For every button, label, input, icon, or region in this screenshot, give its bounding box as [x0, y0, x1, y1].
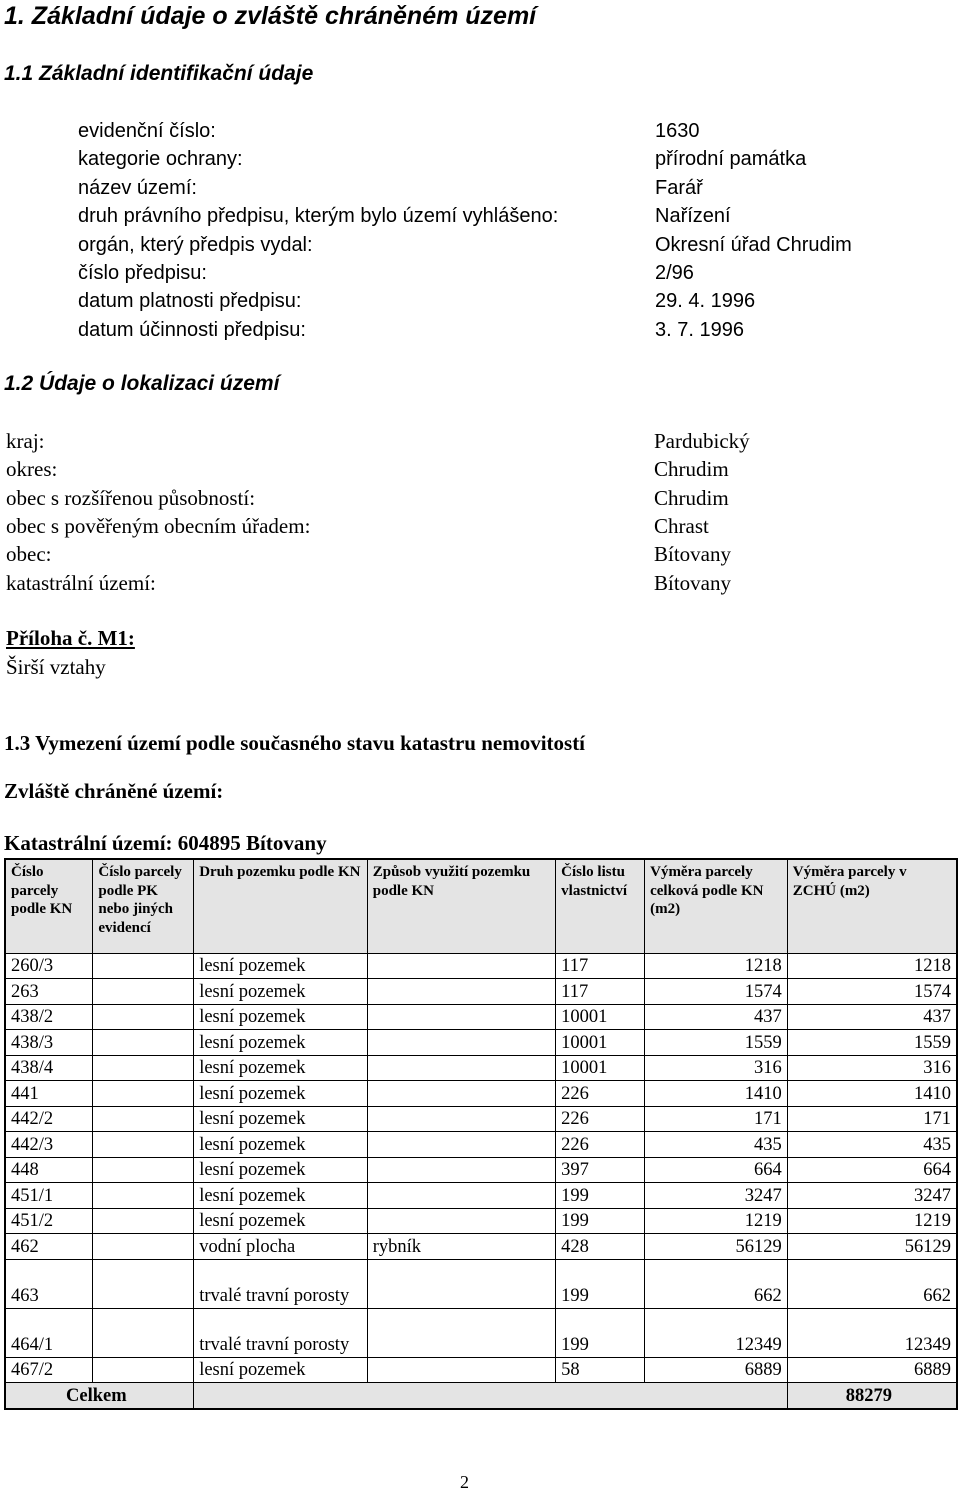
cell-lv: 199: [556, 1208, 645, 1234]
cell-vyuziti: [367, 979, 555, 1005]
id-row-label: evidenční číslo:: [78, 120, 216, 142]
cell-kn: 467/2: [5, 1357, 93, 1383]
cell-vyuziti: [367, 1259, 555, 1308]
cell-pk: [93, 1259, 194, 1308]
cell-vyuziti: rybník: [367, 1234, 555, 1260]
id-row-value: 1630: [655, 120, 700, 142]
location-row: [6, 514, 906, 542]
cell-vyuziti: [367, 1106, 555, 1132]
table-row: [5, 953, 957, 979]
cell-zchu: 435: [787, 1132, 957, 1158]
cell-lv: 10001: [556, 1004, 645, 1030]
cadastre-title: Katastrální území: 604895 Bítovany: [4, 831, 327, 855]
id-row-label: datum účinnosti předpisu:: [78, 318, 306, 341]
id-row-value: Farář: [655, 176, 703, 199]
cell-lv: 199: [556, 1308, 645, 1357]
cell-celkova: 12349: [645, 1308, 788, 1357]
table-row: [5, 1132, 957, 1158]
cell-kn: 451/1: [5, 1183, 93, 1209]
id-row: [78, 319, 938, 347]
section-1-1-title: 1.1 Základní identifikační údaje: [4, 62, 314, 85]
location-row-value: Bítovany: [654, 570, 731, 595]
cell-kn: 263: [5, 979, 93, 1005]
cell-vyuziti: [367, 1208, 555, 1234]
id-row-value: přírodní památka: [655, 148, 807, 171]
cell-druh: vodní plocha: [194, 1234, 368, 1260]
id-row-label: druh právního předpisu, kterým bylo území vyhlášeno:: [78, 205, 559, 228]
table-row: [5, 1030, 957, 1056]
location-row-label: obec s rozšířenou působností:: [6, 485, 256, 510]
id-row-label: číslo předpisu:: [78, 262, 207, 284]
cell-druh: lesní pozemek: [194, 1157, 368, 1183]
cell-celkova: 437: [645, 1004, 788, 1030]
id-row: [78, 120, 938, 148]
id-row-label: orgán, který předpis vydal:: [78, 233, 313, 256]
cell-vyuziti: [367, 953, 555, 979]
cell-kn: 462: [5, 1234, 93, 1260]
table-row: [5, 1081, 957, 1107]
cell-druh: lesní pozemek: [194, 1081, 368, 1107]
id-row-value: 3. 7. 1996: [655, 318, 744, 341]
cell-celkova: 3247: [645, 1183, 788, 1209]
cell-pk: [93, 1106, 194, 1132]
id-row-value: 29. 4. 1996: [655, 290, 756, 313]
cell-zchu: 171: [787, 1106, 957, 1132]
cell-lv: 58: [556, 1357, 645, 1383]
col-header-celkova: Výměra parcely celková podle KN (m2): [645, 859, 788, 953]
cell-zchu: 3247: [787, 1183, 957, 1209]
attachment-text: Širší vztahy: [6, 655, 106, 679]
table-row: [5, 979, 957, 1005]
cell-pk: [93, 1004, 194, 1030]
cell-lv: 117: [556, 979, 645, 1005]
cell-pk: [93, 1055, 194, 1081]
cell-druh: lesní pozemek: [194, 979, 368, 1005]
table-row: [5, 1357, 957, 1383]
table-row: [5, 1234, 957, 1260]
cell-zchu: 1574: [787, 979, 957, 1005]
location-row-value: Chrudim: [654, 457, 729, 482]
cell-lv: 10001: [556, 1030, 645, 1056]
cell-pk: [93, 1157, 194, 1183]
col-header-zchu: Výměra parcely v ZCHÚ (m2): [787, 859, 957, 953]
cell-zchu: 664: [787, 1157, 957, 1183]
id-row: [78, 148, 938, 176]
cell-zchu: 56129: [787, 1234, 957, 1260]
table-row: [5, 1259, 957, 1308]
cell-druh: lesní pozemek: [194, 1357, 368, 1383]
cell-zchu: 1559: [787, 1030, 957, 1056]
id-row-value: Okresní úřad Chrudim: [655, 233, 852, 256]
cell-lv: 226: [556, 1106, 645, 1132]
location-row-label: obec:: [6, 542, 52, 567]
location-row-label: kraj:: [6, 429, 45, 453]
location-row: [6, 457, 906, 485]
cell-celkova: 171: [645, 1106, 788, 1132]
cell-pk: [93, 1308, 194, 1357]
cell-kn: 442/2: [5, 1106, 93, 1132]
cell-zchu: 1410: [787, 1081, 957, 1107]
section-1-2-title: 1.2 Údaje o lokalizaci území: [4, 372, 280, 395]
cell-pk: [93, 1081, 194, 1107]
col-header-lv: Číslo listu vlastnictví: [556, 859, 645, 953]
cell-celkova: 664: [645, 1157, 788, 1183]
total-value: 88279: [787, 1383, 957, 1409]
table-header-row: [5, 859, 957, 953]
cell-vyuziti: [367, 1308, 555, 1357]
cell-celkova: 6889: [645, 1357, 788, 1383]
cell-kn: 260/3: [5, 953, 93, 979]
cell-pk: [93, 1183, 194, 1209]
cell-vyuziti: [367, 1030, 555, 1056]
location-row: [6, 486, 906, 514]
cell-druh: lesní pozemek: [194, 1183, 368, 1209]
location-row: [6, 429, 906, 457]
cell-kn: 448: [5, 1157, 93, 1183]
cell-kn: 441: [5, 1081, 93, 1107]
id-row-value: Nařízení: [655, 205, 731, 228]
location-row-label: obec s pověřeným obecním úřadem:: [6, 513, 311, 538]
id-row-label: kategorie ochrany:: [78, 148, 243, 171]
cell-zchu: 1219: [787, 1208, 957, 1234]
cell-pk: [93, 979, 194, 1005]
id-row-label: datum platnosti předpisu:: [78, 290, 302, 313]
cell-vyuziti: [367, 1081, 555, 1107]
total-label: Celkem: [5, 1383, 194, 1409]
cell-druh: lesní pozemek: [194, 1055, 368, 1081]
location-row-label: katastrální území:: [6, 570, 156, 595]
cell-kn: 464/1: [5, 1308, 93, 1357]
cell-vyuziti: [367, 1132, 555, 1158]
cell-zchu: 12349: [787, 1308, 957, 1357]
parcel-table: [4, 858, 958, 1410]
cell-druh: lesní pozemek: [194, 1132, 368, 1158]
location-row-value: Chrast: [654, 513, 709, 538]
table-row: [5, 1308, 957, 1357]
cell-vyuziti: [367, 1055, 555, 1081]
cell-kn: 451/2: [5, 1208, 93, 1234]
table-row: [5, 1004, 957, 1030]
cell-druh: trvalé travní porosty: [194, 1308, 368, 1357]
cell-zchu: 437: [787, 1004, 957, 1030]
protected-area-subtitle: Zvláště chráněné území:: [4, 779, 224, 803]
cell-pk: [93, 1357, 194, 1383]
cell-celkova: 1218: [645, 953, 788, 979]
cell-kn: 438/4: [5, 1055, 93, 1081]
location-row-value: Pardubický: [654, 429, 750, 453]
cell-druh: lesní pozemek: [194, 1030, 368, 1056]
cell-zchu: 316: [787, 1055, 957, 1081]
cell-lv: 428: [556, 1234, 645, 1260]
location-row: [6, 571, 906, 599]
page-heading: 1. Základní údaje o zvláště chráněném území: [4, 2, 537, 30]
cell-celkova: 662: [645, 1259, 788, 1308]
cell-zchu: 662: [787, 1259, 957, 1308]
cell-celkova: 316: [645, 1055, 788, 1081]
cell-zchu: 1218: [787, 953, 957, 979]
cell-lv: 10001: [556, 1055, 645, 1081]
attachment-label: Příloha č. M1:: [6, 626, 135, 650]
cell-kn: 463: [5, 1259, 93, 1308]
cell-lv: 226: [556, 1081, 645, 1107]
cell-pk: [93, 1208, 194, 1234]
cell-vyuziti: [367, 1157, 555, 1183]
cell-druh: lesní pozemek: [194, 1004, 368, 1030]
cell-vyuziti: [367, 1357, 555, 1383]
id-row: [78, 234, 938, 262]
col-header-kn: Číslo parcely podle KN: [5, 859, 93, 953]
cell-lv: 117: [556, 953, 645, 979]
table-row: [5, 1208, 957, 1234]
col-header-pk: Číslo parcely podle PK nebo jiných evidencí: [93, 859, 194, 953]
cell-zchu: 6889: [787, 1357, 957, 1383]
cell-pk: [93, 1132, 194, 1158]
cell-kn: 438/2: [5, 1004, 93, 1030]
id-row: [78, 205, 938, 233]
page-number: 2: [460, 1472, 469, 1492]
table-total-row: [5, 1383, 957, 1409]
id-row-value: 2/96: [655, 262, 694, 284]
cell-lv: 397: [556, 1157, 645, 1183]
id-row: [78, 290, 938, 318]
cell-celkova: 435: [645, 1132, 788, 1158]
total-spacer: [194, 1383, 788, 1409]
id-row: [78, 177, 938, 205]
col-header-druh: Druh pozemku podle KN: [194, 859, 368, 953]
cell-celkova: 1410: [645, 1081, 788, 1107]
table-row: [5, 1157, 957, 1183]
cell-pk: [93, 1030, 194, 1056]
cell-druh: lesní pozemek: [194, 953, 368, 979]
cell-kn: 442/3: [5, 1132, 93, 1158]
cell-celkova: 1559: [645, 1030, 788, 1056]
location-row-label: okres:: [6, 457, 58, 482]
cell-vyuziti: [367, 1183, 555, 1209]
id-row: [78, 262, 938, 290]
table-row: [5, 1055, 957, 1081]
table-row: [5, 1183, 957, 1209]
cell-celkova: 56129: [645, 1234, 788, 1260]
cell-druh: lesní pozemek: [194, 1106, 368, 1132]
cell-vyuziti: [367, 1004, 555, 1030]
section-1-3-title: 1.3 Vymezení území podle současného stavu katastru nemovitostí: [4, 731, 586, 755]
col-header-vyuziti: Způsob využití pozemku podle KN: [367, 859, 555, 953]
location-row-value: Chrudim: [654, 485, 729, 510]
cell-celkova: 1574: [645, 979, 788, 1005]
cell-kn: 438/3: [5, 1030, 93, 1056]
cell-lv: 199: [556, 1259, 645, 1308]
cell-druh: lesní pozemek: [194, 1208, 368, 1234]
table-row: [5, 1106, 957, 1132]
cell-celkova: 1219: [645, 1208, 788, 1234]
cell-lv: 226: [556, 1132, 645, 1158]
id-row-label: název území:: [78, 176, 197, 199]
location-row-value: Bítovany: [654, 542, 731, 567]
cell-pk: [93, 1234, 194, 1260]
location-row: [6, 542, 906, 570]
cell-lv: 199: [556, 1183, 645, 1209]
cell-pk: [93, 953, 194, 979]
cell-druh: trvalé travní porosty: [194, 1259, 368, 1308]
